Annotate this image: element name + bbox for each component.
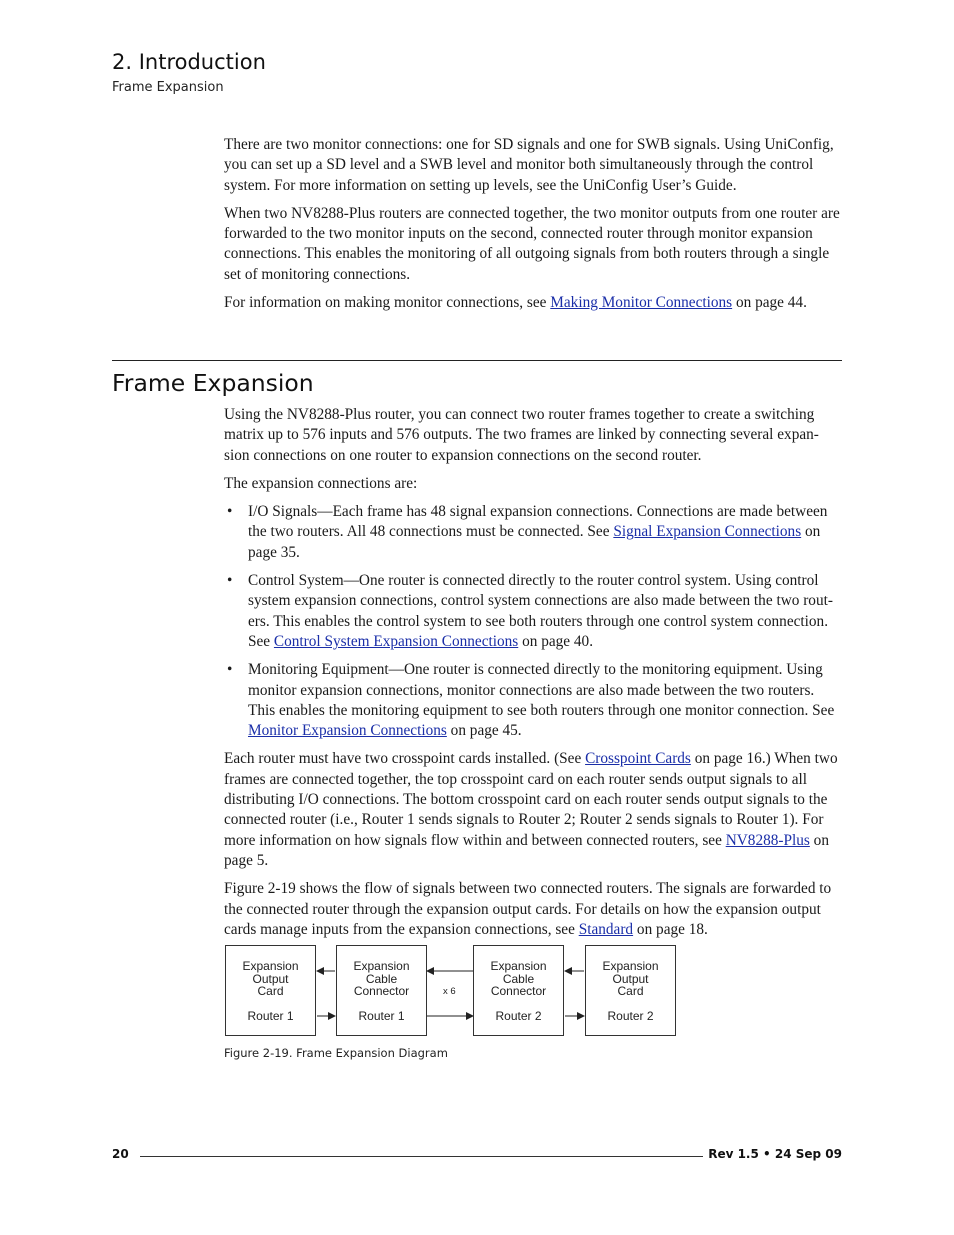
link-making-monitor-connections[interactable]: Making Monitor Connections (550, 294, 733, 312)
page-number: 20 (112, 1147, 129, 1161)
intro-text (224, 135, 842, 321)
footer-rule (140, 1156, 703, 1157)
chapter-title: 2. Introduction (112, 50, 266, 74)
box-expansion-cable-connector-router-2: Expansion Cable Connector Router 2 (473, 945, 564, 1036)
figure-caption: Figure 2-19. Frame Expansion Diagram (224, 1046, 448, 1060)
intro-paragraph-1: There are two monitor connections: one for SD signals and one for SWB signals. Using UniConfig, you can set up a SD level and a SWB level and monitor both simultaneously through the control system. For more information on setting up levels, see the UniConfig User’s Guide. (224, 136, 834, 194)
box-expansion-output-card-router-1: Expansion Output Card Router 1 (225, 945, 316, 1036)
multiplier-label: x 6 (443, 986, 456, 997)
link-nv8288-plus[interactable]: NV8288-Plus (725, 831, 810, 849)
link-monitor-expansion-connections[interactable]: Monitor Expansion Connections (248, 722, 447, 740)
section-rule (112, 360, 842, 361)
section-paragraph-4: Figure 2-19 shows the flow of signals between two connected routers. The signals are forwarded to the connected router through the expansion output cards. For details on how the expansion output cards manage inputs from the expansion connections, see Standard on page 18. (224, 880, 832, 938)
section-body (224, 405, 842, 948)
section-paragraph-3: Each router must have two crosspoint cards installed. (See Crosspoint Cards on page 16.) When two frames are connected together, the top crosspoint card on each router sends output signals to all distributing I/O connections. The bottom crosspoint card on each router sends output signals to the connected router (i.e., Router 1 sends signals to Router 2; Router 2 sends signals to Router 1). For more information on how signals flow within and between connected routers, see NV8288-Plus on page 5. (224, 750, 838, 869)
expansion-list (224, 502, 842, 741)
box-expansion-output-card-router-2: Expansion Output Card Router 2 (585, 945, 676, 1036)
link-signal-expansion-connections[interactable]: Signal Expansion Connections (613, 523, 802, 541)
section-paragraph-1: Using the NV8288-Plus router, you can connect two router frames together to create a switching matrix up to 576 inputs and 576 outputs. The two frames are linked by connecting several expan-sion connections on one router to expansion connections on the second router. (224, 406, 819, 464)
list-item: • Control System—One router is connected directly to the router control system. Using control system expansion connections, control system connections are also made between the two rout-ers. This enables the control system to see both routers through one control system connection. See Control System Expansion Connections on page 40. (227, 572, 833, 650)
intro-paragraph-2: When two NV8288-Plus routers are connected together, the two monitor outputs from one router are forwarded to the two monitor inputs on the second, connected router through monitor expansion connections. This enables the monitoring of all outgoing signals from both routers through a single set of monitoring connections. (224, 204, 840, 283)
frame-expansion-diagram (224, 944, 684, 1040)
link-control-system-expansion-connections[interactable]: Control System Expansion Connections (273, 632, 519, 650)
list-item: • I/O Signals—Each frame has 48 signal expansion connections. Connections are made between the two routers. All 48 connections must be connected. See Signal Expansion Connections on page 35. (227, 503, 828, 561)
section-title: Frame Expansion (112, 369, 314, 397)
link-standard[interactable]: Standard (578, 920, 634, 938)
box-expansion-cable-connector-router-1: Expansion Cable Connector Router 1 (336, 945, 427, 1036)
running-head: Frame Expansion (112, 80, 224, 95)
revision-label: Rev 1.5 • 24 Sep 09 (708, 1147, 842, 1161)
list-item: • Monitoring Equipment—One router is connected directly to the monitoring equipment. Using monitor expansion connections, monitor connections are also made between the two routers. This enables the monitoring equipment to see both routers through one monitor connection. See Monitor Expansion Connections on page 45. (227, 661, 835, 740)
intro-paragraph-3: For information on making monitor connections, see Making Monitor Connections on page 44. (224, 294, 807, 312)
link-crosspoint-cards[interactable]: Crosspoint Cards (585, 750, 691, 768)
section-paragraph-2: The expansion connections are: (224, 474, 418, 492)
